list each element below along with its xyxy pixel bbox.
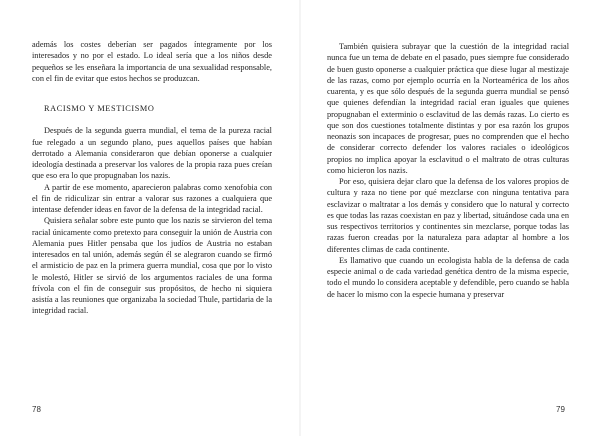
right-page: [300, 0, 600, 436]
page-number-right: 79: [556, 405, 565, 414]
body-paragraph: Por eso, quisiera dejar claro que la defensa de los valores propios de cultura y raza no tiene por qué mezclarse con ninguna tentativa para esclavizar o maltratar a los demás y considero que lo natural y correcto es que todas las razas coexistan en paz y libertad, situándose cada una en sus respectivos territorios y continentes sin mezclarse, porque todas las razas fueron creadas por la naturaleza para adaptar al hombre a los diferentes climas de cada continente.: [327, 177, 569, 254]
body-paragraph: También quisiera subrayar que la cuestión de la integridad racial nunca fue un tema de debate en el pasado, pues siempre fue considerado de buen gusto oponerse a cualquier práctica que diese lugar al mestizaje de las razas, como por ejemplo ocurría en la Norteamérica de los años cuarenta, y es que sólo después de la segunda guerra mundial se pensó que quienes defendían la integridad racial eran iguales que quienes propugnaban el exterminio o esclavitud de las demás razas. Lo cierto es que son dos cuestiones totalmente distintas y por esa razón los grupos neonazis son incapaces de progresar, pues no comprenden que el hecho de considerar correcto defender los valores raciales o ideológicos propios no implica apoyar la esclavitud o el maltrato de otras culturas como hicieron los nazis.: [327, 42, 569, 175]
page-number-left: 78: [32, 405, 41, 414]
body-paragraph: además los costes deberían ser pagados íntegramente por los interesados y no por el estado. Lo ideal sería que a los niños desde pequeños se les enseñara la importancia de una sexualidad responsable, con el fin de evitar que estos hechos se produzcan.: [32, 40, 272, 83]
body-paragraph: Quisiera señalar sobre este punto que los nazis se sirvieron del tema racial únicamente como pretexto para conseguir la unión de Austria con Alemania pues Hitler pensaba que los judíos de Austria no estaban interesados en tal unión, además según él se alegraron cuando se firmó el armisticio de paz en la primera guerra mundial, cosa que por lo visto le molestó, Hitler se sirvió de los argumentos raciales de una forma frívola con el fin de conseguir sus propósitos, de hecho ni siquiera asistía a las reuniones que organizaba la sociedad Thule, partidaria de la integridad racial.: [32, 216, 272, 316]
right-page-body: [327, 41, 569, 300]
body-paragraph: Después de la segunda guerra mundial, el tema de la pureza racial fue relegado a un segundo plano, pues aquellos países que habían derrotado a Alemania consideraron que debían oponerse a cualquier ideología destinada a preservar los valores de la propia raza pues creían que eso era lo que propugnaban los nazis.: [32, 126, 272, 181]
left-page-body: [32, 39, 272, 317]
section-heading: RACISMO Y MESTICISMO: [44, 104, 155, 113]
body-paragraph: Es llamativo que cuando un ecologista habla de la defensa de cada especie animal o de cada variedad genética dentro de la misma especie, todo el mundo lo considera aceptable y defendible, pero cuando se habla de hacer lo mismo con la especie humana y preservar: [327, 255, 569, 299]
body-paragraph: A partir de ese momento, aparecieron palabras como xenofobia con el fin de ridiculizar sin entrar a valorar sus razones a cualquiera que intentase defender ideas en favor de la defensa de la integridad racial.: [32, 182, 272, 214]
